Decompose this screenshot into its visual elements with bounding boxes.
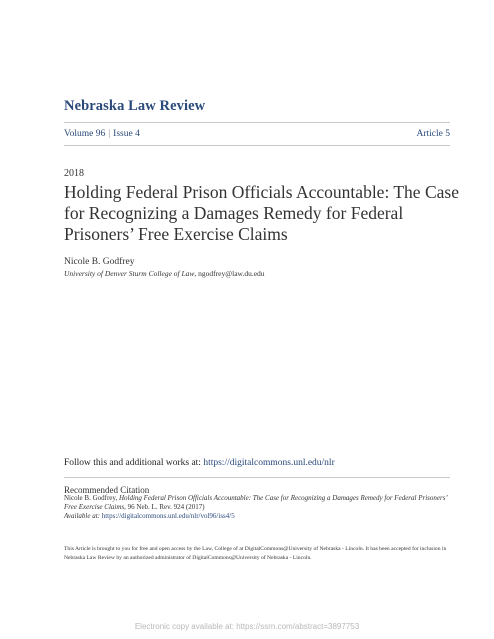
article-title: Holding Federal Prison Officials Accountable: The Case for Recognizing a Damages Remedy for Federal Prisoners’ Free Exercise Claims — [64, 182, 459, 244]
citation-source: , 96 Neb. L. Rev. 924 (2017) — [124, 503, 205, 511]
follow-link[interactable]: https://digitalcommons.unl.edu/nlr — [203, 458, 335, 468]
author-affiliation — [64, 269, 265, 278]
citation-title: Holding Federal Prison Officials Accountable: The Case for Recognizing a Damages Remedy for Federal Prisoners’ Free Exercise Claims — [64, 494, 447, 511]
journal-name[interactable]: Nebraska Law Review — [64, 98, 206, 114]
follow-label: Follow this and additional works at: — [64, 458, 204, 468]
follow-line — [64, 458, 335, 468]
volume-separator: | — [108, 129, 111, 139]
citation-author: Nicole B. Godfrey, — [64, 494, 119, 502]
access-notice: This Article is brought to you for free and open access by the Law, College of at DigitalCommons@University of Nebraska - Lincoln. It has been accepted for inclusion in Nebraska Law Review by an authorized administrator of DigitalCommons@University of Nebraska - Lincoln. — [64, 546, 447, 561]
author-name: Nicole B. Godfrey — [64, 257, 135, 267]
header-rule-bottom — [64, 145, 450, 146]
author-email: , ngodfrey@law.du.edu — [194, 269, 265, 278]
article-number-link[interactable]: Article 5 — [416, 129, 450, 139]
ssrn-footer: Electronic copy available at: https://ssrn.com/abstract=3897753 — [134, 622, 360, 631]
citation-available-link[interactable]: https://digitalcommons.unl.edu/nlr/vol96/iss4/5 — [101, 512, 235, 520]
recommended-citation-heading: Recommended Citation — [64, 485, 150, 495]
citation-available-label: Available at: — [64, 512, 102, 520]
publication-year: 2018 — [64, 168, 84, 179]
volume-issue-row — [64, 129, 450, 139]
recommended-citation — [64, 494, 450, 521]
author-institution: University of Denver Sturm College of Law — [64, 269, 195, 278]
header-rule-top — [64, 122, 450, 123]
issue-link[interactable]: Issue 4 — [113, 129, 140, 139]
volume-link[interactable]: Volume 96 — [64, 129, 106, 139]
citation-rule — [64, 477, 450, 478]
